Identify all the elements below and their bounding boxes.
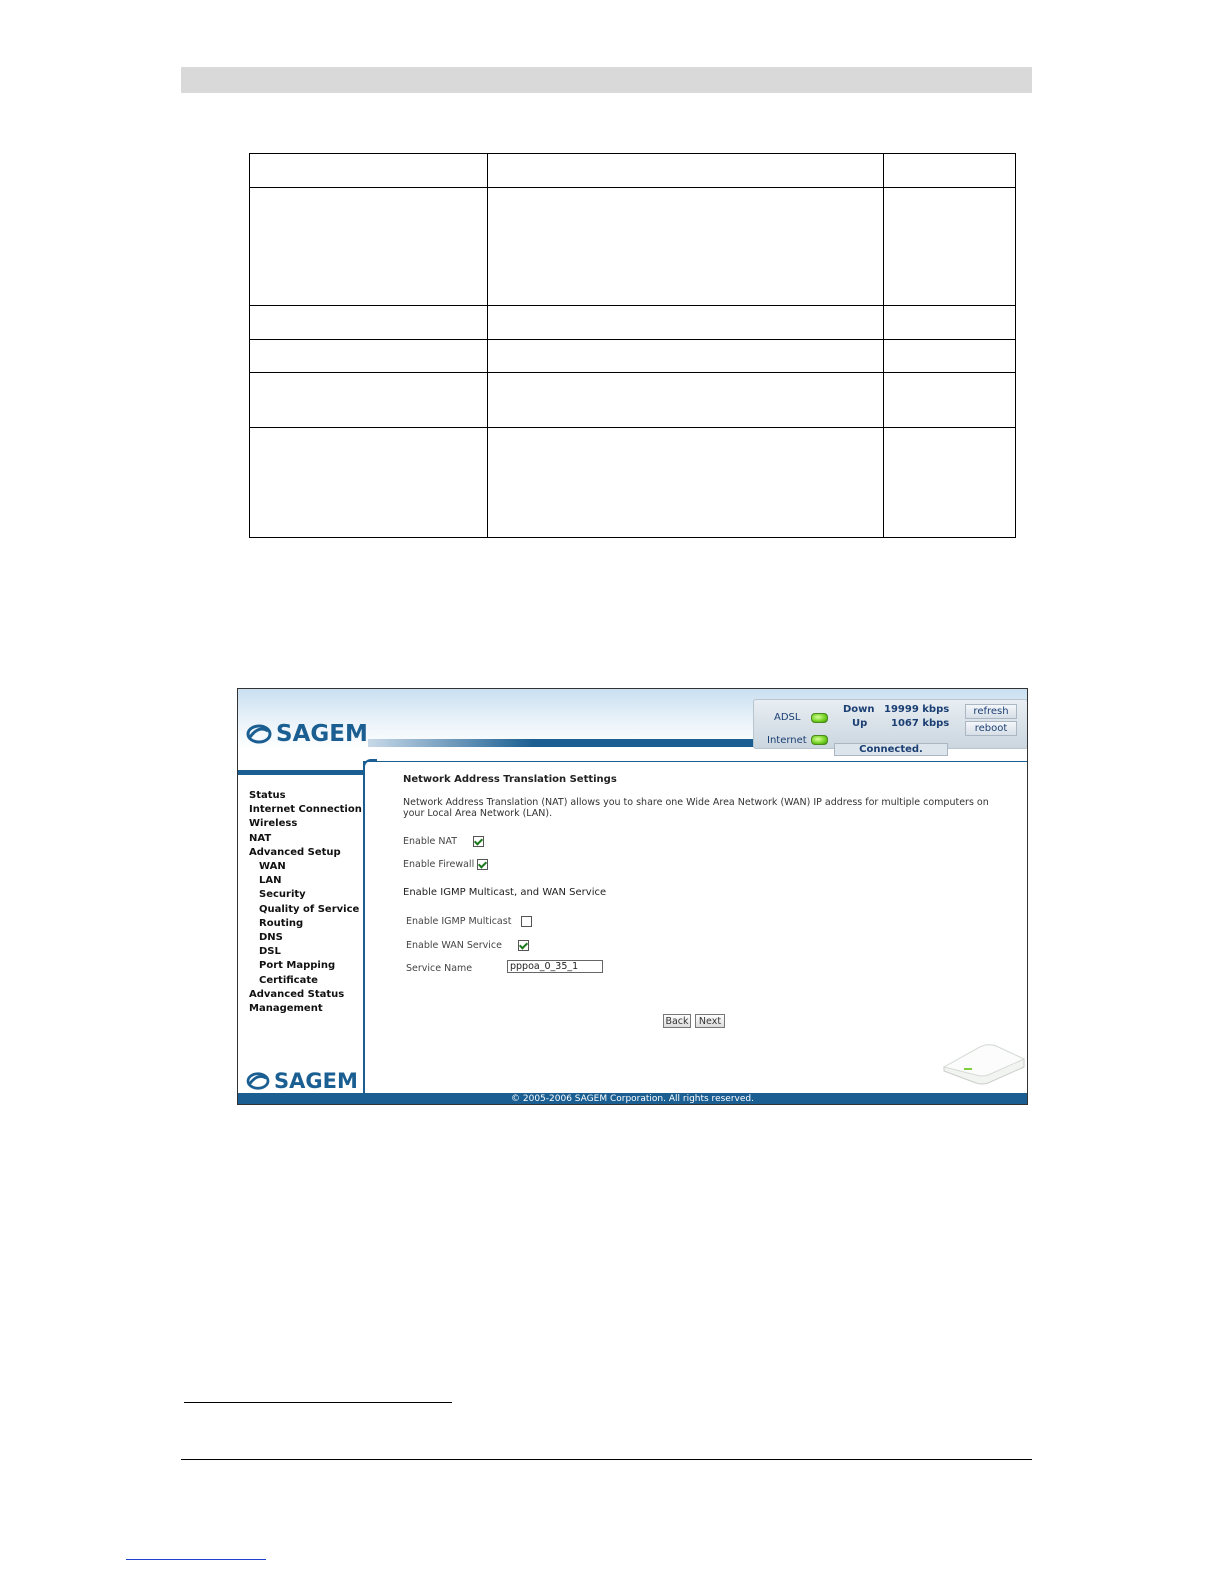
logo-text: SAGEM <box>274 1069 358 1093</box>
modem-image <box>940 1041 1026 1085</box>
sidebar-item-internet-connection[interactable]: Internet Connection <box>249 804 362 816</box>
down-label: Down <box>843 704 875 715</box>
document-table <box>249 153 1016 538</box>
up-value: 1067 kbps <box>891 718 950 729</box>
sidebar-item-certificate[interactable]: Certificate <box>259 974 318 986</box>
table-row <box>250 428 1016 538</box>
table-row <box>250 306 1016 340</box>
adsl-led-icon <box>811 713 828 723</box>
sidebar-item-management[interactable]: Management <box>249 1003 323 1015</box>
service-name-label: Service Name <box>406 963 473 974</box>
internet-led-icon <box>811 735 828 745</box>
sidebar-top-rule <box>238 770 363 775</box>
enable-igmp-label: Enable IGMP Multicast <box>406 916 512 927</box>
sidebar-item-wan[interactable]: WAN <box>259 861 286 873</box>
enable-wan-label: Enable WAN Service <box>406 940 502 951</box>
enable-firewall-row <box>403 859 488 870</box>
sagem-swirl-icon <box>246 1071 270 1091</box>
sidebar-item-status[interactable]: Status <box>249 790 286 801</box>
copyright-footer: © 2005-2006 SAGEM Corporation. All rights reserved. <box>238 1093 1027 1104</box>
enable-nat-checkbox[interactable] <box>473 836 484 847</box>
table-row <box>250 188 1016 306</box>
nat-description: Network Address Translation (NAT) allows you to share one Wide Area Network (WAN) IP address for multiple computers on your Local Area Network (LAN). <box>403 797 989 819</box>
sidebar-item-dsl[interactable]: DSL <box>259 946 281 958</box>
enable-wan-row <box>406 940 529 951</box>
sidebar-item-advanced-status[interactable]: Advanced Status <box>249 988 345 1000</box>
enable-nat-label: Enable NAT <box>403 836 458 847</box>
enable-igmp-checkbox[interactable] <box>521 916 532 927</box>
sidebar-divider <box>363 761 365 1093</box>
page-footer-rule <box>181 1459 1032 1460</box>
connection-status-panel <box>753 699 1028 755</box>
sidebar-item-wireless[interactable]: Wireless <box>249 818 298 830</box>
adsl-label: ADSL <box>774 712 801 723</box>
reboot-button[interactable]: reboot <box>965 721 1017 736</box>
brand-logo <box>246 721 368 747</box>
enable-igmp-row <box>406 916 532 927</box>
sidebar-brand-logo <box>246 1069 358 1093</box>
page-title: Network Address Translation Settings <box>403 774 617 785</box>
sidebar-item-dns[interactable]: DNS <box>259 932 283 944</box>
service-name-row <box>406 963 472 974</box>
sidebar-item-routing[interactable]: Routing <box>259 917 304 929</box>
enable-firewall-label: Enable Firewall <box>403 859 475 870</box>
sagem-swirl-icon <box>246 723 272 745</box>
sidebar-item-quality-of-service[interactable]: Quality of Service <box>259 903 360 915</box>
enable-firewall-checkbox[interactable] <box>477 859 488 870</box>
section-heading: Enable IGMP Multicast, and WAN Service <box>403 887 607 898</box>
next-button[interactable]: Next <box>695 1014 725 1028</box>
down-value: 19999 kbps <box>884 704 950 715</box>
sidebar-nav <box>249 789 362 1016</box>
table-row <box>250 154 1016 188</box>
enable-wan-checkbox[interactable] <box>518 940 529 951</box>
sidebar-item-lan[interactable]: LAN <box>259 875 282 887</box>
logo-text: SAGEM <box>276 721 368 747</box>
enable-nat-row <box>403 836 484 847</box>
table-row <box>250 340 1016 373</box>
refresh-button[interactable]: refresh <box>965 704 1017 719</box>
service-name-input[interactable] <box>507 960 603 973</box>
up-label: Up <box>852 718 868 729</box>
table-row <box>250 373 1016 428</box>
document-header-bar <box>181 67 1032 93</box>
connection-status-text: Connected. <box>834 743 948 756</box>
sidebar-item-security[interactable]: Security <box>259 889 306 901</box>
sidebar-item-advanced-setup[interactable]: Advanced Setup <box>249 846 341 858</box>
content-top-rule <box>365 761 1027 762</box>
sidebar-item-port-mapping[interactable]: Port Mapping <box>259 960 336 972</box>
internet-label: Internet <box>767 735 807 746</box>
sidebar-item-nat[interactable]: NAT <box>249 832 272 844</box>
back-button[interactable]: Back <box>663 1014 691 1028</box>
footnote-rule <box>184 1402 452 1403</box>
link-underline <box>126 1559 266 1560</box>
router-ui-screenshot <box>237 688 1028 1105</box>
